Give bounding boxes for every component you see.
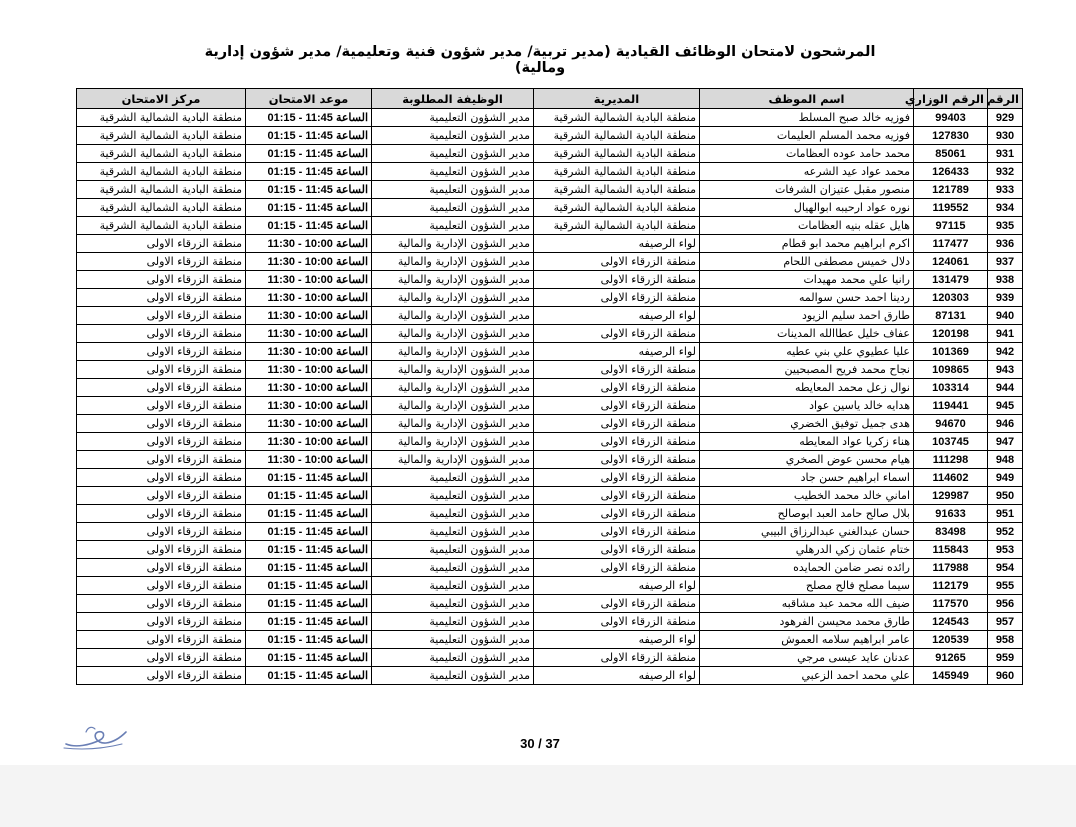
cell-directorate: منطقة الزرقاء الاولى (534, 649, 700, 667)
cell-exam-time: الساعة 11:45 - 01:15 (246, 541, 372, 559)
table-row (77, 451, 1023, 469)
cell-position: مدير الشؤون التعليمية (372, 109, 534, 127)
cell-num: 937 (988, 253, 1023, 271)
cell-employee-name: منصور مقبل عتيزان الشرفات (700, 181, 914, 199)
cell-directorate: منطقة الزرقاء الاولى (534, 325, 700, 343)
cell-exam-center: منطقة الزرقاء الاولى (77, 469, 246, 487)
cell-ministry-id: 91633 (914, 505, 988, 523)
cell-exam-center: منطقة الزرقاء الاولى (77, 433, 246, 451)
cell-num: 940 (988, 307, 1023, 325)
cell-employee-name: نوره عواد ارحيبه ابوالهيال (700, 199, 914, 217)
cell-ministry-id: 83498 (914, 523, 988, 541)
cell-ministry-id: 126433 (914, 163, 988, 181)
table-row (77, 307, 1023, 325)
cell-ministry-id: 87131 (914, 307, 988, 325)
cell-ministry-id: 114602 (914, 469, 988, 487)
table-row (77, 127, 1023, 145)
cell-employee-name: دلال خميس مصطفى اللحام (700, 253, 914, 271)
cell-position: مدير الشؤون التعليمية (372, 199, 534, 217)
table-row (77, 325, 1023, 343)
cell-num: 929 (988, 109, 1023, 127)
cell-ministry-id: 85061 (914, 145, 988, 163)
cell-num: 945 (988, 397, 1023, 415)
cell-ministry-id: 97115 (914, 217, 988, 235)
table-row (77, 541, 1023, 559)
cell-employee-name: هيام محسن عوض الصخري (700, 451, 914, 469)
cell-exam-center: منطقة الزرقاء الاولى (77, 577, 246, 595)
cell-exam-time: الساعة 10:00 - 11:30 (246, 289, 372, 307)
cell-employee-name: هناء زكريا عواد المعايطه (700, 433, 914, 451)
cell-directorate: لواء الرصيفه (534, 577, 700, 595)
cell-ministry-id: 129987 (914, 487, 988, 505)
table-header-row (77, 89, 1023, 109)
table-row (77, 487, 1023, 505)
page-title (60, 44, 1020, 76)
table-row (77, 235, 1023, 253)
cell-num: 938 (988, 271, 1023, 289)
cell-directorate: منطقة البادية الشمالية الشرقية (534, 145, 700, 163)
cell-ministry-id: 117570 (914, 595, 988, 613)
cell-position: مدير الشؤون التعليمية (372, 145, 534, 163)
cell-exam-time: الساعة 10:00 - 11:30 (246, 361, 372, 379)
table-row (77, 271, 1023, 289)
cell-position: مدير الشؤون التعليمية (372, 523, 534, 541)
table-row (77, 109, 1023, 127)
table-row (77, 379, 1023, 397)
cell-ministry-id: 117988 (914, 559, 988, 577)
cell-num: 941 (988, 325, 1023, 343)
cell-position: مدير الشؤون التعليمية (372, 181, 534, 199)
cell-directorate: لواء الرصيفه (534, 307, 700, 325)
cell-num: 946 (988, 415, 1023, 433)
cell-employee-name: ختام عثمان زكي الدرهلي (700, 541, 914, 559)
candidates-table (76, 88, 1023, 685)
header-exam-center: مركز الامتحان (77, 89, 246, 109)
cell-employee-name: عدنان عايد عيسى مرجي (700, 649, 914, 667)
cell-directorate: منطقة الزرقاء الاولى (534, 271, 700, 289)
table-row (77, 523, 1023, 541)
cell-exam-time: الساعة 11:45 - 01:15 (246, 559, 372, 577)
cell-num: 956 (988, 595, 1023, 613)
cell-position: مدير الشؤون التعليمية (372, 163, 534, 181)
cell-position: مدير الشؤون التعليمية (372, 217, 534, 235)
cell-exam-center: منطقة الزرقاء الاولى (77, 523, 246, 541)
cell-num: 954 (988, 559, 1023, 577)
cell-ministry-id: 127830 (914, 127, 988, 145)
title-line-2: ومالية) (514, 60, 566, 76)
cell-directorate: منطقة البادية الشمالية الشرقية (534, 217, 700, 235)
cell-exam-time: الساعة 11:45 - 01:15 (246, 163, 372, 181)
cell-exam-center: منطقة البادية الشمالية الشرقية (77, 181, 246, 199)
cell-exam-time: الساعة 11:45 - 01:15 (246, 613, 372, 631)
cell-directorate: منطقة البادية الشمالية الشرقية (534, 163, 700, 181)
cell-employee-name: محمد عواد عيد الشرعه (700, 163, 914, 181)
cell-exam-center: منطقة الزرقاء الاولى (77, 595, 246, 613)
table-row (77, 667, 1023, 685)
cell-employee-name: هدايه خالد ياسين عواد (700, 397, 914, 415)
header-num: الرقم (988, 89, 1023, 109)
cell-num: 943 (988, 361, 1023, 379)
cell-num: 934 (988, 199, 1023, 217)
cell-exam-time: الساعة 11:45 - 01:15 (246, 631, 372, 649)
cell-num: 949 (988, 469, 1023, 487)
cell-exam-time: الساعة 11:45 - 01:15 (246, 595, 372, 613)
cell-exam-time: الساعة 11:45 - 01:15 (246, 145, 372, 163)
cell-directorate: منطقة الزرقاء الاولى (534, 613, 700, 631)
cell-position: مدير الشؤون الإدارية والمالية (372, 235, 534, 253)
cell-exam-time: الساعة 11:45 - 01:15 (246, 487, 372, 505)
table-row (77, 505, 1023, 523)
cell-num: 939 (988, 289, 1023, 307)
cell-directorate: منطقة الزرقاء الاولى (534, 361, 700, 379)
cell-exam-center: منطقة الزرقاء الاولى (77, 253, 246, 271)
cell-exam-center: منطقة البادية الشمالية الشرقية (77, 163, 246, 181)
cell-ministry-id: 101369 (914, 343, 988, 361)
cell-exam-time: الساعة 11:45 - 01:15 (246, 577, 372, 595)
cell-ministry-id: 103314 (914, 379, 988, 397)
cell-position: مدير الشؤون الإدارية والمالية (372, 307, 534, 325)
cell-position: مدير الشؤون التعليمية (372, 613, 534, 631)
cell-exam-center: منطقة الزرقاء الاولى (77, 667, 246, 685)
cell-ministry-id: 124543 (914, 613, 988, 631)
cell-exam-time: الساعة 11:45 - 01:15 (246, 649, 372, 667)
cell-exam-time: الساعة 11:45 - 01:15 (246, 109, 372, 127)
cell-num: 953 (988, 541, 1023, 559)
cell-exam-time: الساعة 11:45 - 01:15 (246, 217, 372, 235)
cell-position: مدير الشؤون التعليمية (372, 595, 534, 613)
cell-employee-name: نوال زعل محمد المعايطه (700, 379, 914, 397)
cell-directorate: لواء الرصيفه (534, 667, 700, 685)
cell-directorate: لواء الرصيفه (534, 343, 700, 361)
table-row (77, 361, 1023, 379)
cell-exam-time: الساعة 10:00 - 11:30 (246, 271, 372, 289)
cell-num: 930 (988, 127, 1023, 145)
cell-employee-name: اسماء ابراهيم حسن جاد (700, 469, 914, 487)
cell-employee-name: عفاف خليل عطاالله المدينات (700, 325, 914, 343)
cell-position: مدير الشؤون الإدارية والمالية (372, 415, 534, 433)
cell-directorate: منطقة الزرقاء الاولى (534, 487, 700, 505)
bottom-margin (0, 765, 1076, 827)
cell-position: مدير الشؤون الإدارية والمالية (372, 325, 534, 343)
cell-position: مدير الشؤون الإدارية والمالية (372, 253, 534, 271)
cell-position: مدير الشؤون التعليمية (372, 631, 534, 649)
cell-employee-name: نجاح محمد فريح المصبحيين (700, 361, 914, 379)
cell-position: مدير الشؤون التعليمية (372, 559, 534, 577)
cell-exam-center: منطقة الزرقاء الاولى (77, 487, 246, 505)
cell-position: مدير الشؤون التعليمية (372, 505, 534, 523)
cell-num: 950 (988, 487, 1023, 505)
cell-employee-name: رانيا علي محمد مهيدات (700, 271, 914, 289)
cell-position: مدير الشؤون الإدارية والمالية (372, 451, 534, 469)
cell-employee-name: اماني خالد محمد الخطيب (700, 487, 914, 505)
cell-num: 947 (988, 433, 1023, 451)
table-row (77, 415, 1023, 433)
cell-position: مدير الشؤون التعليمية (372, 541, 534, 559)
cell-employee-name: محمد حامد عوده العظامات (700, 145, 914, 163)
cell-directorate: منطقة الزرقاء الاولى (534, 433, 700, 451)
cell-position: مدير الشؤون الإدارية والمالية (372, 379, 534, 397)
cell-ministry-id: 94670 (914, 415, 988, 433)
table-body (77, 109, 1023, 685)
cell-ministry-id: 99403 (914, 109, 988, 127)
cell-employee-name: اكرم ابراهيم محمد ابو قطام (700, 235, 914, 253)
cell-directorate: منطقة الزرقاء الاولى (534, 505, 700, 523)
cell-ministry-id: 109865 (914, 361, 988, 379)
cell-directorate: منطقة الزرقاء الاولى (534, 469, 700, 487)
header-position: الوظيفة المطلوبة (372, 89, 534, 109)
cell-position: مدير الشؤون الإدارية والمالية (372, 289, 534, 307)
cell-exam-time: الساعة 10:00 - 11:30 (246, 433, 372, 451)
header-exam-time: موعد الامتحان (246, 89, 372, 109)
header-directorate: المديرية (534, 89, 700, 109)
cell-exam-time: الساعة 10:00 - 11:30 (246, 451, 372, 469)
cell-exam-time: الساعة 10:00 - 11:30 (246, 307, 372, 325)
cell-exam-time: الساعة 10:00 - 11:30 (246, 397, 372, 415)
cell-exam-time: الساعة 10:00 - 11:30 (246, 325, 372, 343)
table-row (77, 649, 1023, 667)
cell-exam-center: منطقة الزرقاء الاولى (77, 307, 246, 325)
cell-exam-center: منطقة البادية الشمالية الشرقية (77, 127, 246, 145)
cell-position: مدير الشؤون التعليمية (372, 487, 534, 505)
cell-exam-center: منطقة الزرقاء الاولى (77, 235, 246, 253)
cell-exam-time: الساعة 10:00 - 11:30 (246, 235, 372, 253)
cell-ministry-id: 115843 (914, 541, 988, 559)
cell-employee-name: طارق احمد سليم الزيود (700, 307, 914, 325)
cell-directorate: منطقة البادية الشمالية الشرقية (534, 181, 700, 199)
table-row (77, 343, 1023, 361)
cell-exam-center: منطقة الزرقاء الاولى (77, 415, 246, 433)
cell-exam-center: منطقة البادية الشمالية الشرقية (77, 217, 246, 235)
cell-directorate: منطقة البادية الشمالية الشرقية (534, 109, 700, 127)
cell-exam-time: الساعة 11:45 - 01:15 (246, 469, 372, 487)
title-line-1: المرشحون لامتحان الوظائف القيادية (مدير تربية/ مدير شؤون فنية وتعليمية/ مدير شؤون إدارية (204, 44, 876, 60)
cell-exam-time: الساعة 11:45 - 01:15 (246, 505, 372, 523)
cell-directorate: منطقة الزرقاء الاولى (534, 253, 700, 271)
cell-exam-center: منطقة البادية الشمالية الشرقية (77, 199, 246, 217)
cell-num: 948 (988, 451, 1023, 469)
table-row (77, 595, 1023, 613)
cell-directorate: منطقة الزرقاء الاولى (534, 397, 700, 415)
table-row (77, 199, 1023, 217)
cell-exam-center: منطقة الزرقاء الاولى (77, 379, 246, 397)
cell-directorate: لواء الرصيفه (534, 235, 700, 253)
cell-num: 933 (988, 181, 1023, 199)
cell-ministry-id: 112179 (914, 577, 988, 595)
cell-position: مدير الشؤون الإدارية والمالية (372, 271, 534, 289)
cell-position: مدير الشؤون الإدارية والمالية (372, 433, 534, 451)
header-ministry-id: الرقم الوزاري (914, 89, 988, 109)
cell-position: مدير الشؤون الإدارية والمالية (372, 361, 534, 379)
cell-position: مدير الشؤون التعليمية (372, 127, 534, 145)
table-row (77, 217, 1023, 235)
cell-directorate: منطقة الزرقاء الاولى (534, 289, 700, 307)
cell-num: 951 (988, 505, 1023, 523)
cell-employee-name: ضيف الله محمد عبد مشاقبه (700, 595, 914, 613)
cell-ministry-id: 145949 (914, 667, 988, 685)
cell-num: 957 (988, 613, 1023, 631)
cell-position: مدير الشؤون التعليمية (372, 577, 534, 595)
cell-exam-time: الساعة 11:45 - 01:15 (246, 523, 372, 541)
cell-directorate: منطقة الزرقاء الاولى (534, 523, 700, 541)
cell-position: مدير الشؤون التعليمية (372, 649, 534, 667)
cell-employee-name: حسان عبدالغني عبدالرزاق البيبي (700, 523, 914, 541)
cell-num: 960 (988, 667, 1023, 685)
cell-exam-center: منطقة الزرقاء الاولى (77, 559, 246, 577)
cell-exam-time: الساعة 11:45 - 01:15 (246, 667, 372, 685)
cell-exam-time: الساعة 11:45 - 01:15 (246, 199, 372, 217)
cell-num: 959 (988, 649, 1023, 667)
cell-directorate: منطقة البادية الشمالية الشرقية (534, 127, 700, 145)
cell-directorate: منطقة الزرقاء الاولى (534, 559, 700, 577)
cell-ministry-id: 103745 (914, 433, 988, 451)
table-row (77, 559, 1023, 577)
cell-employee-name: علي محمد احمد الزعبي (700, 667, 914, 685)
cell-employee-name: ردينا احمد حسن سوالمه (700, 289, 914, 307)
table-row (77, 163, 1023, 181)
signature-mark (62, 718, 132, 752)
cell-ministry-id: 124061 (914, 253, 988, 271)
cell-employee-name: عليا عطيوي علي بني عطيه (700, 343, 914, 361)
cell-exam-center: منطقة الزرقاء الاولى (77, 649, 246, 667)
cell-num: 932 (988, 163, 1023, 181)
cell-ministry-id: 131479 (914, 271, 988, 289)
cell-employee-name: فوزيه محمد المسلم العليمات (700, 127, 914, 145)
page-number: 30 / 37 (520, 736, 560, 751)
cell-directorate: منطقة الزرقاء الاولى (534, 451, 700, 469)
cell-exam-center: منطقة الزرقاء الاولى (77, 325, 246, 343)
cell-directorate: منطقة الزرقاء الاولى (534, 541, 700, 559)
cell-position: مدير الشؤون الإدارية والمالية (372, 343, 534, 361)
cell-employee-name: هدى جميل توفيق الخضري (700, 415, 914, 433)
cell-employee-name: بلال صالح حامد العبد ابوصالح (700, 505, 914, 523)
table-row (77, 613, 1023, 631)
table-row (77, 397, 1023, 415)
cell-directorate: منطقة البادية الشمالية الشرقية (534, 199, 700, 217)
cell-exam-center: منطقة الزرقاء الاولى (77, 289, 246, 307)
cell-num: 944 (988, 379, 1023, 397)
cell-exam-time: الساعة 10:00 - 11:30 (246, 415, 372, 433)
cell-ministry-id: 117477 (914, 235, 988, 253)
table-row (77, 289, 1023, 307)
table-row (77, 253, 1023, 271)
cell-ministry-id: 120303 (914, 289, 988, 307)
cell-num: 942 (988, 343, 1023, 361)
cell-exam-center: منطقة الزرقاء الاولى (77, 505, 246, 523)
cell-num: 952 (988, 523, 1023, 541)
cell-employee-name: طارق محمد محيسن الفرهود (700, 613, 914, 631)
cell-directorate: منطقة الزرقاء الاولى (534, 379, 700, 397)
cell-num: 931 (988, 145, 1023, 163)
cell-exam-time: الساعة 10:00 - 11:30 (246, 343, 372, 361)
cell-ministry-id: 91265 (914, 649, 988, 667)
cell-position: مدير الشؤون الإدارية والمالية (372, 397, 534, 415)
cell-ministry-id: 111298 (914, 451, 988, 469)
cell-directorate: منطقة الزرقاء الاولى (534, 595, 700, 613)
table-row (77, 145, 1023, 163)
cell-employee-name: رائده نصر ضامن الحمايده (700, 559, 914, 577)
cell-employee-name: عامر ابراهيم سلامه العموش (700, 631, 914, 649)
cell-num: 936 (988, 235, 1023, 253)
cell-exam-time: الساعة 10:00 - 11:30 (246, 379, 372, 397)
cell-num: 955 (988, 577, 1023, 595)
cell-exam-center: منطقة الزرقاء الاولى (77, 631, 246, 649)
cell-ministry-id: 121789 (914, 181, 988, 199)
cell-num: 935 (988, 217, 1023, 235)
cell-exam-center: منطقة الزرقاء الاولى (77, 451, 246, 469)
cell-exam-center: منطقة الزرقاء الاولى (77, 613, 246, 631)
cell-exam-center: منطقة الزرقاء الاولى (77, 271, 246, 289)
table-row (77, 433, 1023, 451)
cell-exam-center: منطقة الزرقاء الاولى (77, 541, 246, 559)
cell-ministry-id: 120539 (914, 631, 988, 649)
table-row (77, 181, 1023, 199)
cell-ministry-id: 119441 (914, 397, 988, 415)
cell-employee-name: فوزيه خالد صبح المسلط (700, 109, 914, 127)
table-row (77, 469, 1023, 487)
cell-position: مدير الشؤون التعليمية (372, 469, 534, 487)
cell-exam-center: منطقة الزرقاء الاولى (77, 361, 246, 379)
cell-employee-name: سيما مصلح فالح مصلح (700, 577, 914, 595)
cell-exam-time: الساعة 11:45 - 01:15 (246, 127, 372, 145)
cell-directorate: منطقة الزرقاء الاولى (534, 415, 700, 433)
cell-exam-center: منطقة البادية الشمالية الشرقية (77, 145, 246, 163)
cell-num: 958 (988, 631, 1023, 649)
cell-exam-time: الساعة 11:45 - 01:15 (246, 181, 372, 199)
cell-ministry-id: 119552 (914, 199, 988, 217)
table-row (77, 631, 1023, 649)
cell-exam-time: الساعة 10:00 - 11:30 (246, 253, 372, 271)
cell-employee-name: هايل عقله بنيه العظامات (700, 217, 914, 235)
table-row (77, 577, 1023, 595)
cell-ministry-id: 120198 (914, 325, 988, 343)
cell-exam-center: منطقة الزرقاء الاولى (77, 343, 246, 361)
header-employee-name: اسم الموظف (700, 89, 914, 109)
cell-exam-center: منطقة البادية الشمالية الشرقية (77, 109, 246, 127)
cell-position: مدير الشؤون التعليمية (372, 667, 534, 685)
cell-exam-center: منطقة الزرقاء الاولى (77, 397, 246, 415)
cell-directorate: لواء الرصيفه (534, 631, 700, 649)
